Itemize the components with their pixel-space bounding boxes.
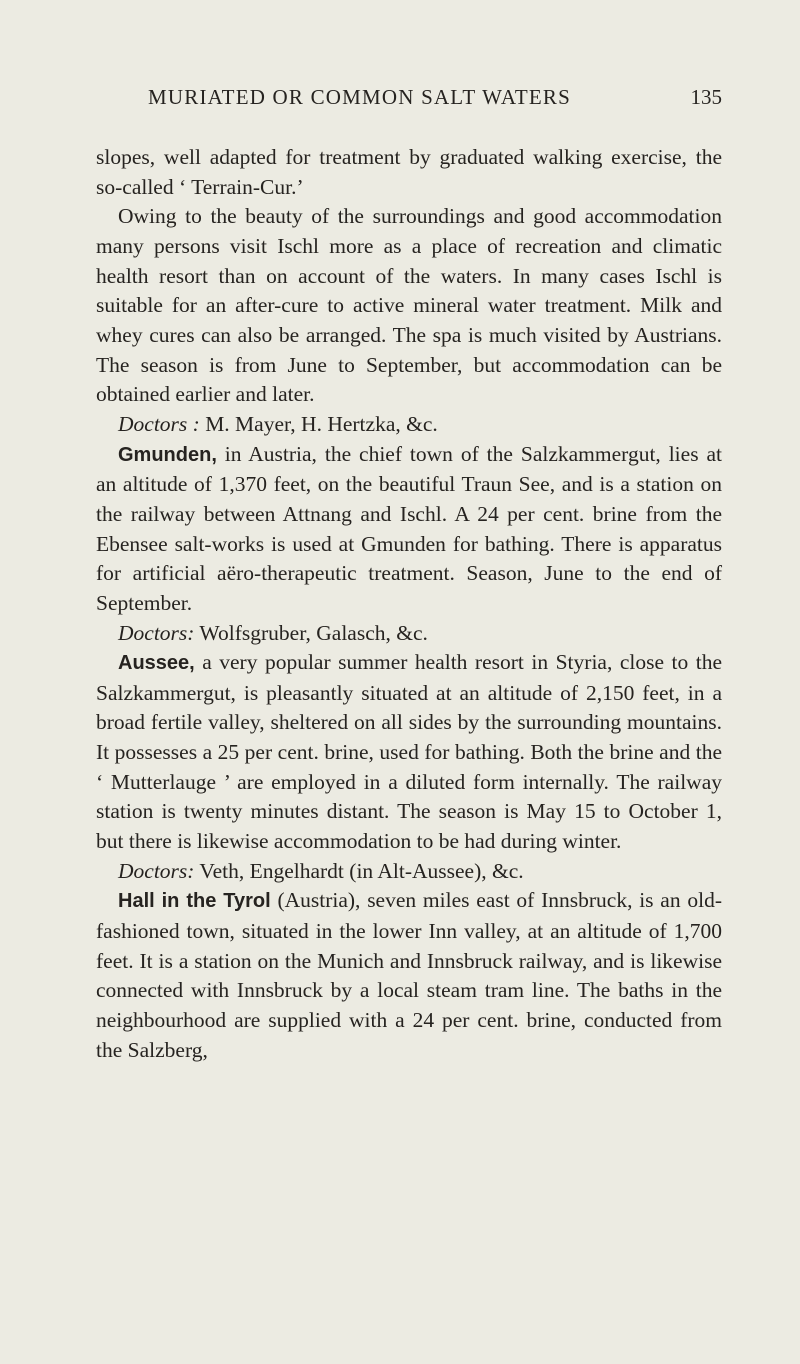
paragraph-text: a very popular summer health resort in Styria, close to the Salzkammergut, is pleasantly situated at an altitude of 2,150 feet, in a broad fertile valley, sheltered on all sides by the surrounding mountains. It possesses a 25 per cent. brine, used for bathing. Both the brine and the ‘ Mutterlauge ’ are employed in a diluted form internally. The railway station is twenty minutes distant. The season is May 15 to October 1, but there is likewise accommodation to be had during winter. xyxy=(96,650,722,854)
place-name-hall: Hall in the Tyrol xyxy=(118,890,271,913)
paragraph-text: (Austria), seven miles east of Innsbruck, is an old-fashioned town, situated in the lower Inn valley, at an altitude of 1,700 feet. It is a station on the Munich and Innsbruck railway, and is likewise connected with Innsbruck by a local steam tram line. The baths in the neighbourhood are supplied with a 24 per cent. brine, conducted from the Salzberg, xyxy=(96,888,722,1062)
paragraph-gmunden xyxy=(96,440,722,619)
running-head xyxy=(96,85,722,121)
doctors-gmunden xyxy=(96,619,722,649)
page-number: 135 xyxy=(690,85,722,109)
paragraph-ischl xyxy=(96,202,722,410)
paragraph-text: in Austria, the chief town of the Salzkammergut, lies at an altitude of 1,370 feet, on the beautiful Traun See, and is a station on the railway between Attnang and Ischl. A 24 per cent. brine from the Ebensee salt-works is used at Gmunden for bathing. There is apparatus for artificial aëro-therapeutic treatment. Season, June to the end of September. xyxy=(96,441,722,615)
place-name-aussee: Aussee, xyxy=(118,652,195,675)
paragraph-hall-in-tyrol xyxy=(96,886,722,1065)
paragraph-aussee xyxy=(96,648,722,857)
paragraph-text: Owing to the beauty of the surroundings and good accommodation many persons visit Ischl more as a place of recreation and climatic health resort than on account of the waters. In many cases Ischl is suitable for an after-cure to active mineral water treatment. Milk and whey cures can also be arranged. The spa is much visited by Austrians. The season is from June to September, but accommodation can be obtained earlier and later. xyxy=(96,204,722,407)
doctors-names: M. Mayer, H. Hertzka, &c. xyxy=(199,411,438,436)
doctors-label: Doctors : xyxy=(118,411,200,436)
running-title: MURIATED OR COMMON SALT WATERS xyxy=(148,85,572,109)
doctors-aussee xyxy=(96,857,722,887)
body-text xyxy=(96,143,722,1065)
doctors-label: Doctors: xyxy=(118,858,195,883)
place-name-gmunden: Gmunden, xyxy=(118,443,217,466)
paragraph-terrain-cur xyxy=(96,143,722,202)
doctors-label: Doctors: xyxy=(118,620,195,645)
doctors-ischl xyxy=(96,410,722,440)
paragraph-text: slopes, well adapted for treatment by graduated walking exercise, the so-called ‘ Terrain-Cur.’ xyxy=(96,145,722,199)
doctors-names: Veth, Engelhardt (in Alt-Aussee), &c. xyxy=(194,858,524,883)
doctors-names: Wolfsgruber, Galasch, &c. xyxy=(194,620,428,645)
